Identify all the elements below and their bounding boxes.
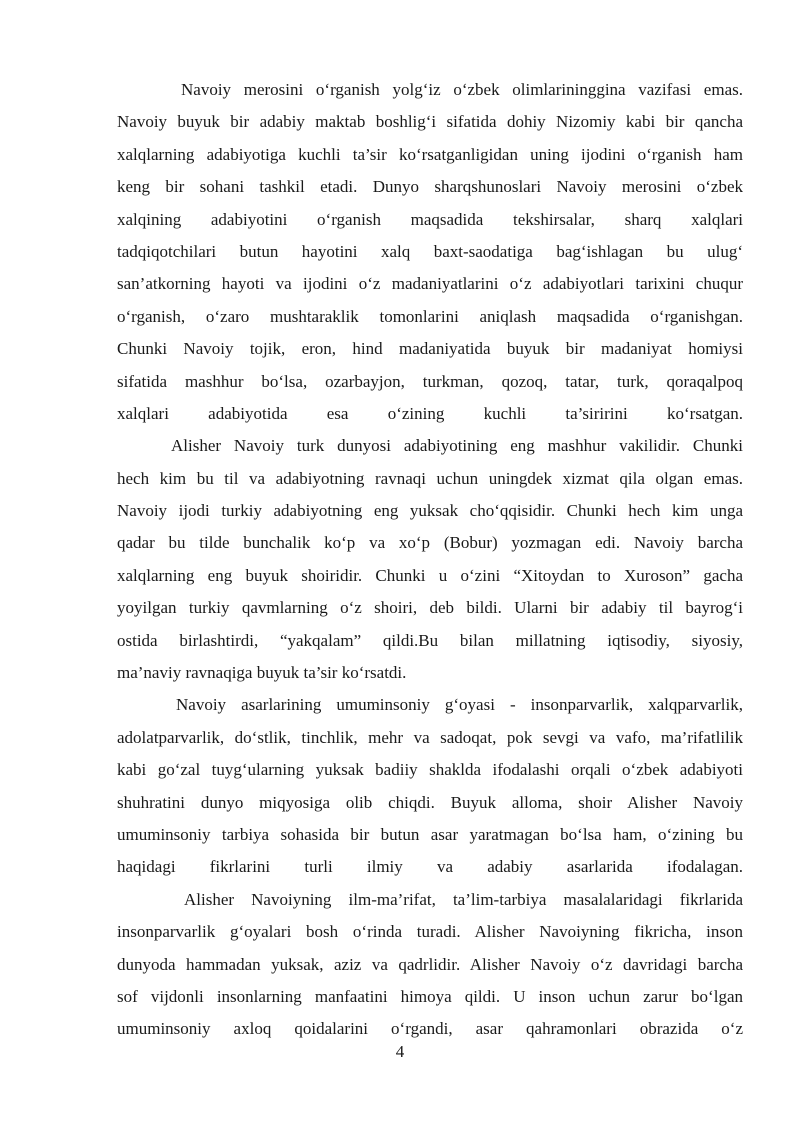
text-line: Chunki Navoiy tojik, eron, hind madaniyatida buyuk bir madaniyat homiysi (117, 339, 743, 359)
paragraph-4 (117, 884, 743, 1046)
text-line: sifatida mashhur bo‘lsa, ozarbayjon, turkman, qozoq, tatar, turk, qoraqalpoq (117, 371, 743, 391)
text-line: Alisher Navoiy turk dunyosi adabiyotining eng mashhur vakilidir. Chunki (171, 436, 743, 456)
text-line: sof vijdonli insonlarning manfaatini himoya qildi. U inson uchun zarur bo‘lgan (117, 986, 743, 1006)
text-line: Navoiy asarlarining umuminsoniy g‘oyasi - insonparvarlik, xalqparvarlik, (176, 695, 743, 715)
text-line: Alisher Navoiyning ilm-ma’rifat, ta’lim-tarbiya masalalaridagi fikrlarida (184, 889, 743, 909)
text-line: hech kim bu til va adabiyotning ravnaqi uchun uningdek xizmat qila olgan emas. (117, 468, 743, 488)
text-line: Navoiy ijodi turkiy adabiyotning eng yuksak cho‘qqisidir. Chunki hech kim unga (117, 501, 743, 521)
text-line: yoyilgan turkiy qavmlarning o‘z shoiri, deb bildi. Ularni bir adabiy til bayrog‘i (117, 598, 743, 618)
text-line: xalqining adabiyotini o‘rganish maqsadida tekshirsalar, sharq xalqlari (117, 209, 743, 229)
text-line: adolatparvarlik, do‘stlik, tinchlik, mehr va sadoqat, pok sevgi va vafo, ma’rifatlilik (117, 727, 743, 747)
text-line: umuminsoniy tarbiya sohasida bir butun asar yaratmagan bo‘lsa ham, o‘zining bu (117, 824, 743, 844)
text-line: umuminsoniy axloq qoidalarini o‘rgandi, asar qahramonlari obrazida o‘z (117, 1019, 743, 1039)
text-line: qadar bu tilde bunchalik ko‘p va xo‘p (Bobur) yozmagan edi. Navoiy barcha (117, 533, 743, 553)
text-line: Navoiy merosini o‘rganish yolg‘iz o‘zbek olimlarininggina vazifasi emas. (181, 80, 743, 99)
text-line: Navoiy buyuk bir adabiy maktab boshlig‘i sifatida dohiy Nizomiy kabi bir qancha (117, 112, 743, 132)
page-number: 4 (395, 1042, 405, 1061)
text-line: xalqlarning eng buyuk shoiridir. Chunki u o‘zini “Xitoydan to Xuroson” gacha (117, 565, 743, 585)
text-line: ma’naviy ravnaqiga buyuk ta’sir ko‘rsatdi. (117, 663, 407, 683)
text-line: shuhratini dunyo miqyosiga olib chiqdi. Buyuk alloma, shoir Alisher Navoiy (117, 792, 743, 812)
text-line: o‘rganish, o‘zaro mushtaraklik tomonlarini aniqlash maqsadida o‘rganishgan. (117, 306, 743, 326)
body-text (117, 74, 743, 1046)
paragraph-3 (117, 689, 743, 883)
text-line: ostida birlashtirdi, “yakqalam” qildi.Bu bilan millatning iqtisodiy, siyosiy, (117, 630, 743, 650)
text-line: insonparvarlik g‘oyalari bosh o‘rinda turadi. Alisher Navoiyning fikricha, inson (117, 922, 743, 942)
text-line: xalqlarning adabiyotiga kuchli ta’sir ko‘rsatganligidan uning ijodini o‘rganish ham (117, 144, 743, 164)
text-line: keng bir sohani tashkil etadi. Dunyo sharqshunoslari Navoiy merosini o‘zbek (117, 177, 743, 197)
text-line: kabi go‘zal tuyg‘ularning yuksak badiiy shaklda ifodalashi orqali o‘zbek adabiyoti (117, 760, 743, 780)
text-line: tadqiqotchilari butun hayotini xalq baxt-saodatiga bag‘ishlagan bu ulug‘ (117, 241, 743, 261)
text-line: haqidagi fikrlarini turli ilmiy va adabiy asarlarida ifodalagan. (117, 857, 743, 877)
text-line: dunyoda hammadan yuksak, aziz va qadrlidir. Alisher Navoiy o‘z davridagi barcha (117, 954, 743, 974)
paragraph-2 (117, 430, 743, 689)
text-line: san’atkorning hayoti va ijodini o‘z madaniyatlarini o‘z adabiyotlari tarixini chuqur (117, 274, 743, 294)
paragraph-1 (117, 74, 743, 430)
text-line: xalqlari adabiyotida esa o‘zining kuchli ta’siririni ko‘rsatgan. (117, 403, 743, 423)
